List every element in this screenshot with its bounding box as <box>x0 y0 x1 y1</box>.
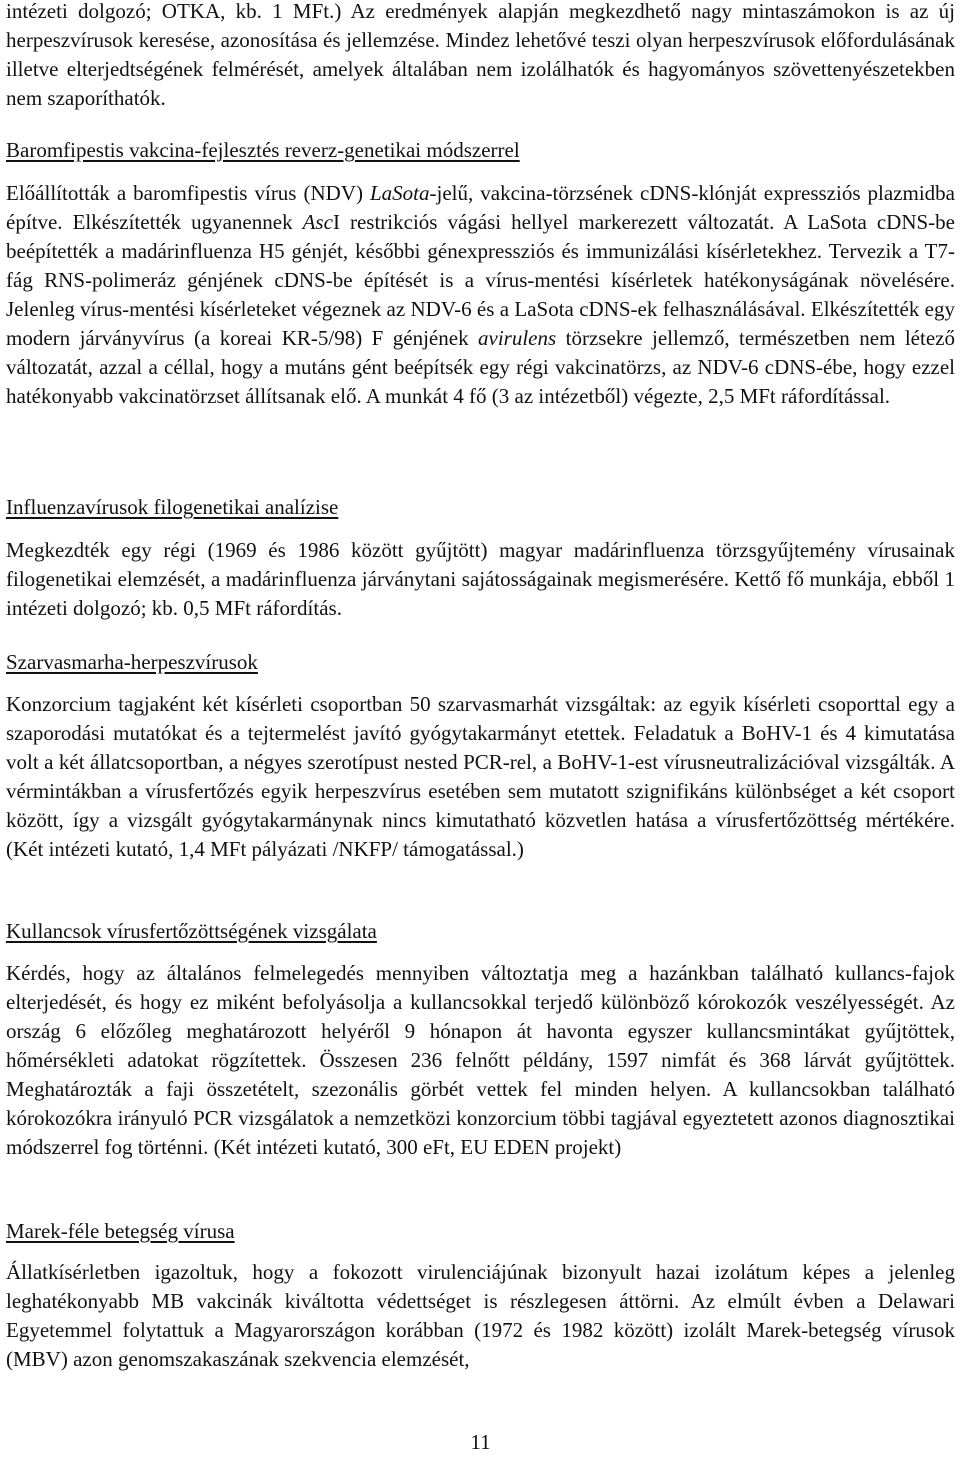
italic-enzyme-name: Asc <box>302 210 333 234</box>
section-heading-influenza: Influenzavírusok filogenetikai analízise <box>6 495 339 519</box>
section-paragraph-influenza: Megkezdték egy régi (1969 és 1986 között gyűjtött) magyar madárinfluenza törzsgyűjtemény vírusainak filogenetikai elemzését, a madárinfluenza járványtani sajátosságainak megismerésére. Kettő fő munkája, ebből 1 intézeti dolgozó; kb. 0,5 MFt ráfordítás. <box>6 538 955 620</box>
section-heading-kullancs: Kullancsok vírusfertőzöttségének vizsgálata <box>6 919 377 943</box>
section-heading-baromfipestis: Baromfipestis vakcina-fejlesztés reverz-genetikai módszerrel <box>6 138 520 162</box>
section-paragraph-szarvasmarha: Konzorcium tagjaként két kísérleti csoportban 50 szarvasmarhát vizsgáltak: az egyik kísérleti csoporttal egy a szaporodási mutatókat és a tejtermelést javító gyógytakarmányt etettek. Feladatuk a BoHV-1 és 4 kimutatása volt a két állatcsoportban, a négyes szerotípust nested PCR-rel, a BoHV-1-est vírusneutralizációval vizsgálták. A vérmintákban a vírusfertőzés egyik herpeszvírus esetében sem mutatott szignifikáns különbséget a két csoport között, így a vizsgált gyógytakarmánynak nincs kimutatható közvetlen hatása a vírusfertőzöttség mértékére. (Két intézeti kutató, 1,4 MFt pályázati /NKFP/ támogatással.) <box>6 692 955 861</box>
section-heading-marek: Marek-féle betegség vírusa <box>6 1219 235 1243</box>
italic-strain-name: LaSota <box>370 181 430 205</box>
section-paragraph-kullancs: Kérdés, hogy az általános felmelegedés mennyiben változtatja meg a hazánkban található kullancs-fajok elterjedését, és hogy ez miként befolyásolja a kullancsokkal terjedő különböző kórokozók veszélyességét. Az ország 6 előzőleg meghatározott helyéről 9 hónapon át havonta egyszer kullancsmintákat gyűjtöttek, hőmérsékleti adatokat rögzítettek. Összesen 236 felnőtt példány, 1597 nimfát és 368 lárvát gyűjtöttek. Meghatározták a faji összetételt, szezonális görbét vettek fel minden helyen. A kullancsokban található kórokozókra irányuló PCR vizsgálatok a nemzetközi konzorcium többi tagjával egyeztetett azonos diagnosztikai módszerrel fog történni. (Két intézeti kutató, 300 eFt, EU EDEN projekt) <box>6 961 955 1159</box>
text-run: törzsekre jellemző, természetben nem létező változatát, azzal a céllal, hogy a mutáns gént beépítsék egy régi vakcinatörzs, az NDV-6 cDNS-ébe, hogy ezzel hatékonyabb vakcinatörzset állítsanak elő. A munkát 4 fő (3 az intézetből) végezte, 2,5 MFt ráfordítással. <box>6 326 955 408</box>
page-number: 11 <box>470 1430 491 1454</box>
text-run: Előállították a baromfipestis vírus (NDV) <box>6 181 370 205</box>
section-paragraph-baromfipestis <box>6 179 955 411</box>
section-paragraph-marek: Állatkísérletben igazoltuk, hogy a fokozott virulenciájúnak bizonyult hazai izolátum képes a jelenleg leghatékonyabb MB vakcinák kiváltotta védettséget is részlegesen áttörni. Az elmúlt évben a Delawari Egyetemmel folytattuk a Magyarországon korábban (1972 és 1982 között) izolált Marek-betegség vírusok (MBV) azon genomszakaszának szekvencia elemzését, <box>6 1260 955 1371</box>
intro-paragraph: intézeti dolgozó; OTKA, kb. 1 MFt.) Az eredmények alapján megkezdhető nagy mintaszámokon is az új herpeszvírusok keresése, azonosítása és jellemzése. Mindez lehetővé teszi olyan herpeszvírusok előfordulásának illetve elterjedtségének felmérését, amelyek általában nem izolálhatók és hagyományos szövettenyészetekben nem szaporíthatók. <box>6 0 955 110</box>
section-heading-szarvasmarha: Szarvasmarha-herpeszvírusok <box>6 650 258 674</box>
italic-term: avirulens <box>478 326 557 350</box>
text-run: -jelű, vakcina-törzsének cDNS-klónját expressziós plazmidba építve. Elkészítették ugyanennek <box>6 181 955 234</box>
document-page <box>6 0 955 1456</box>
text-run: I restrikciós vágási hellyel markerezett változatát. A LaSota cDNS-be beépítették a madárinfluenza H5 génjét, későbbi génexpressziós és immunizálási kísérletekhez. Tervezik a T7-fág RNS-polimeráz génjének cDNS-be építését is a vírus-mentési kísérletek hatékonyságának növelésére. Jelenleg vírus-mentési kísérleteket végeznek az NDV-6 és a LaSota cDNS-ek felhasználásával. Elkészítették egy modern járványvírus (a koreai KR-5/98) F génjének <box>6 210 955 350</box>
